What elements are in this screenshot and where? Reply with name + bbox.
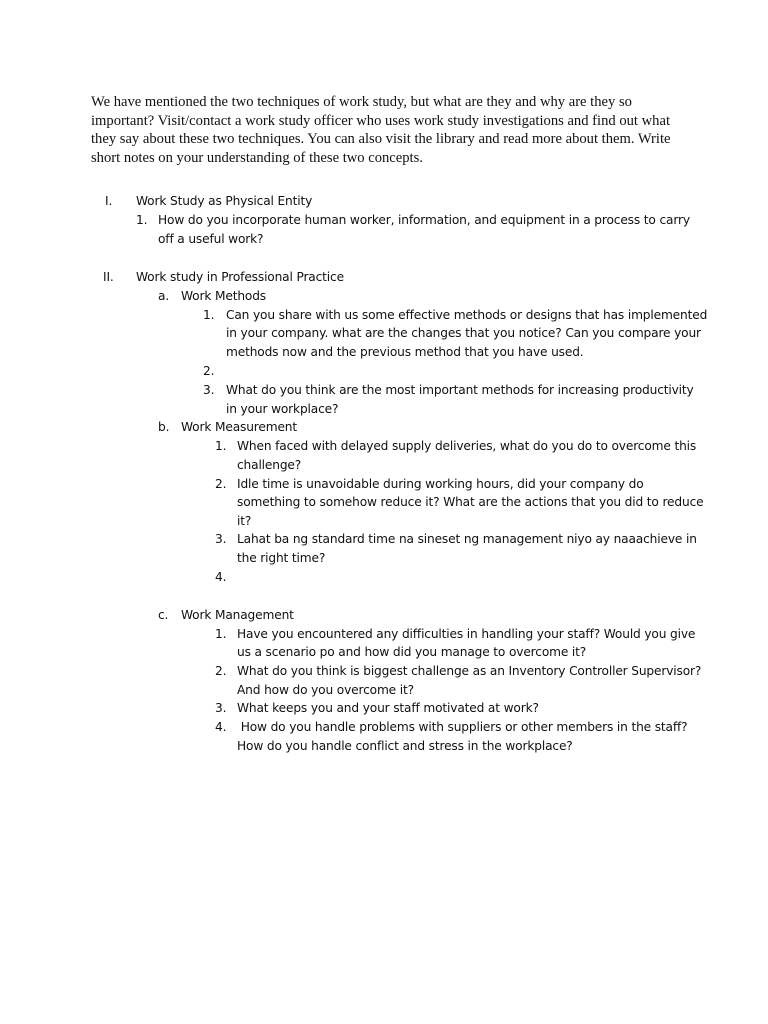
question-text-line: Have you encountered any difficulties in handling your staff? Would you give: [237, 627, 696, 641]
question-text-line: in your workplace?: [226, 402, 339, 416]
question-text-line: methods now and the previous method that you have used.: [226, 345, 584, 359]
question-text-line: How do you handle conflict and stress in the workplace?: [237, 739, 573, 753]
question-marker: 2.: [215, 664, 227, 678]
question-marker: 3.: [203, 383, 215, 397]
question-marker: 1.: [215, 439, 227, 453]
question-marker: 2.: [215, 477, 227, 491]
subsection-marker: c.: [158, 608, 169, 622]
question-text-line: And how do you overcome it?: [237, 683, 414, 697]
subsection-marker: b.: [158, 420, 170, 434]
question-marker: 4.: [215, 570, 227, 584]
question-text-line: it?: [237, 514, 252, 528]
question-text-line: When faced with delayed supply deliveries, what do you do to overcome this: [237, 439, 697, 453]
question-text-line: Lahat ba ng standard time na sineset ng management niyo ay naaachieve in: [237, 532, 697, 546]
question-text-line: What keeps you and your staff motivated at work?: [237, 701, 539, 715]
question-text-line: us a scenario po and how did you manage to overcome it?: [237, 645, 587, 659]
question-text-line: challenge?: [237, 458, 302, 472]
section-marker: II.: [103, 270, 114, 284]
question-text-line: What do you think are the most important methods for increasing productivity: [226, 383, 694, 397]
question-marker: 4.: [215, 720, 227, 734]
question-text-line: What do you think is biggest challenge as an Inventory Controller Supervisor?: [237, 664, 702, 678]
question-text-line: How do you incorporate human worker, information, and equipment in a process to carry: [158, 213, 690, 227]
question-marker: 3.: [215, 532, 227, 546]
section-marker: I.: [105, 194, 113, 208]
subsection-title: Work Methods: [181, 289, 266, 303]
intro-paragraph: We have mentioned the two techniques of work study, but what are they and why are they so important? Visit/contact a work study officer who uses work study investigations and find out what they say about these two techniques. You can also visit the library and read more about them. Write short notes on your understanding of these two concepts.: [91, 94, 671, 166]
question-text-line: the right time?: [237, 551, 326, 565]
question-marker: 1.: [215, 627, 227, 641]
question-text-line: Can you share with us some effective methods or designs that has implemented: [226, 308, 708, 322]
question-marker: 1.: [136, 213, 148, 227]
section-title: Work Study as Physical Entity: [136, 194, 313, 208]
subsection-marker: a.: [158, 289, 170, 303]
question-text-line: in your company. what are the changes that you notice? Can you compare your: [226, 326, 701, 340]
question-marker: 2.: [203, 364, 215, 378]
question-marker: 1.: [203, 308, 215, 322]
question-text-line: something to somehow reduce it? What are the actions that you did to reduce: [237, 495, 704, 509]
question-text-line: Idle time is unavoidable during working hours, did your company do: [237, 477, 644, 491]
question-text-line: How do you handle problems with suppliers or other members in the staff?: [237, 720, 688, 734]
question-marker: 3.: [215, 701, 227, 715]
question-text-line: off a useful work?: [158, 232, 264, 246]
section-title: Work study in Professional Practice: [136, 270, 344, 284]
subsection-title: Work Measurement: [181, 420, 298, 434]
subsection-title: Work Management: [181, 608, 294, 622]
